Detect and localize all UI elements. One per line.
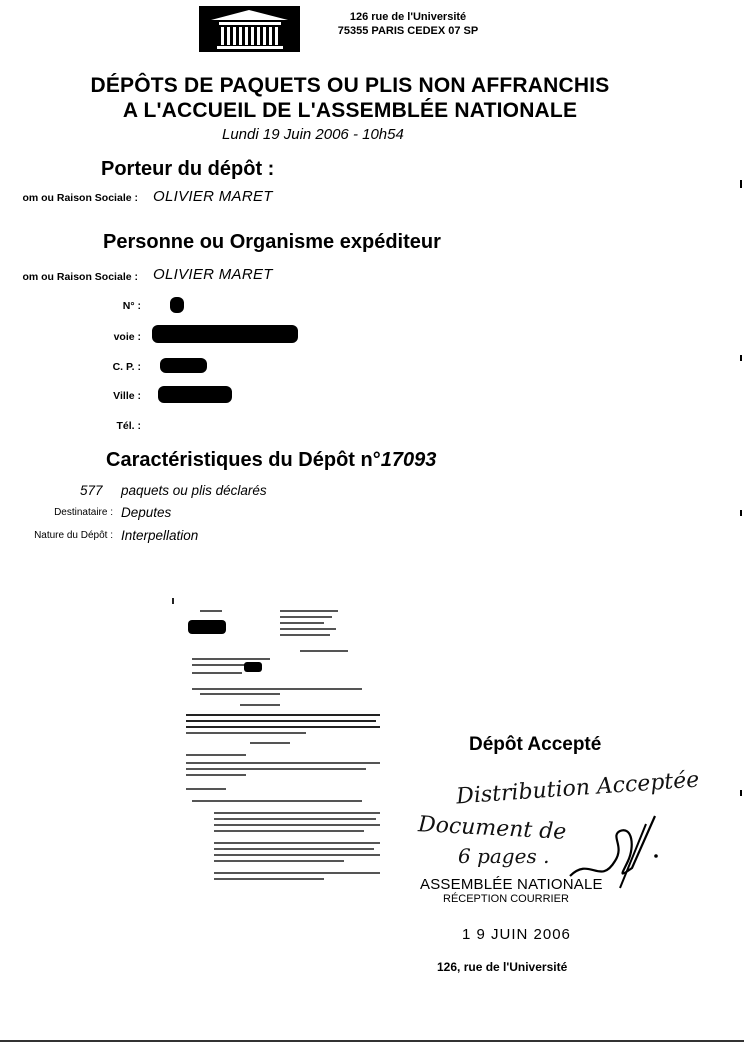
- scan-mark: [740, 790, 742, 796]
- attached-letter-thumbnail: [170, 592, 390, 892]
- redacted-street: [152, 325, 298, 343]
- stamp-institution: ASSEMBLÉE NATIONALE: [420, 876, 603, 893]
- redacted-letter-sender: [188, 620, 226, 634]
- city-label: Ville :: [113, 390, 141, 402]
- package-count-text: paquets ou plis déclarés: [121, 483, 267, 498]
- scan-edge: [0, 1040, 744, 1042]
- depot-number: 17093: [380, 449, 437, 471]
- expediteur-name-label: om ou Raison Sociale :: [22, 271, 138, 283]
- postal-code-label: C. P. :: [112, 361, 141, 373]
- stamp-date: 1 9 JUIN 2006: [462, 926, 571, 943]
- document-title-line-1: DÉPÔTS DE PAQUETS OU PLIS NON AFFRANCHIS: [90, 74, 610, 97]
- assemblee-nationale-logo: [199, 6, 300, 52]
- document-title-line-2: A L'ACCUEIL DE L'ASSEMBLÉE NATIONALE: [122, 99, 578, 122]
- porteur-name-value: OLIVIER MARET: [153, 188, 273, 205]
- address-line-2: 75355 PARIS CEDEX 07 SP: [337, 25, 479, 37]
- scan-mark: [740, 180, 742, 188]
- expediteur-heading: Personne ou Organisme expéditeur: [103, 231, 441, 253]
- deposit-nature-label: Nature du Dépôt :: [34, 530, 113, 541]
- stamp-department: RÉCEPTION COURRIER: [443, 893, 569, 905]
- phone-label: Tél. :: [116, 420, 141, 432]
- street-label: voie :: [113, 331, 141, 343]
- porteur-name-label: om ou Raison Sociale :: [22, 192, 138, 204]
- recipient-label: Destinataire :: [54, 507, 113, 518]
- depot-heading-text: Caractéristiques du Dépôt n°: [106, 449, 381, 471]
- package-count: 577: [80, 483, 103, 498]
- scan-mark: [740, 355, 742, 361]
- porteur-heading: Porteur du dépôt :: [101, 158, 275, 180]
- redacted-city: [158, 386, 232, 403]
- scan-mark: [740, 510, 742, 516]
- depot-heading: [106, 449, 436, 472]
- deposit-date: Lundi 19 Juin 2006 - 10h54: [222, 126, 404, 143]
- expediteur-name-value: OLIVIER MARET: [153, 266, 273, 283]
- redacted-postal-code: [160, 358, 207, 373]
- deposit-nature-value: Interpellation: [121, 528, 199, 543]
- handwritten-document-note: Document de: [417, 812, 567, 845]
- recipient-value: Deputes: [121, 505, 172, 520]
- handwritten-distribution-note: Distribution Acceptée: [455, 767, 700, 810]
- stamp-address: 126, rue de l'Université: [437, 960, 568, 974]
- redacted-number: [170, 297, 184, 313]
- address-line-1: 126 rue de l'Université: [349, 11, 467, 23]
- deposit-accepted-status: Dépôt Accepté: [469, 734, 602, 755]
- handwritten-pages-note: 6 pages .: [458, 844, 550, 868]
- number-label: N° :: [122, 300, 141, 312]
- redacted-letter-address: [244, 662, 262, 672]
